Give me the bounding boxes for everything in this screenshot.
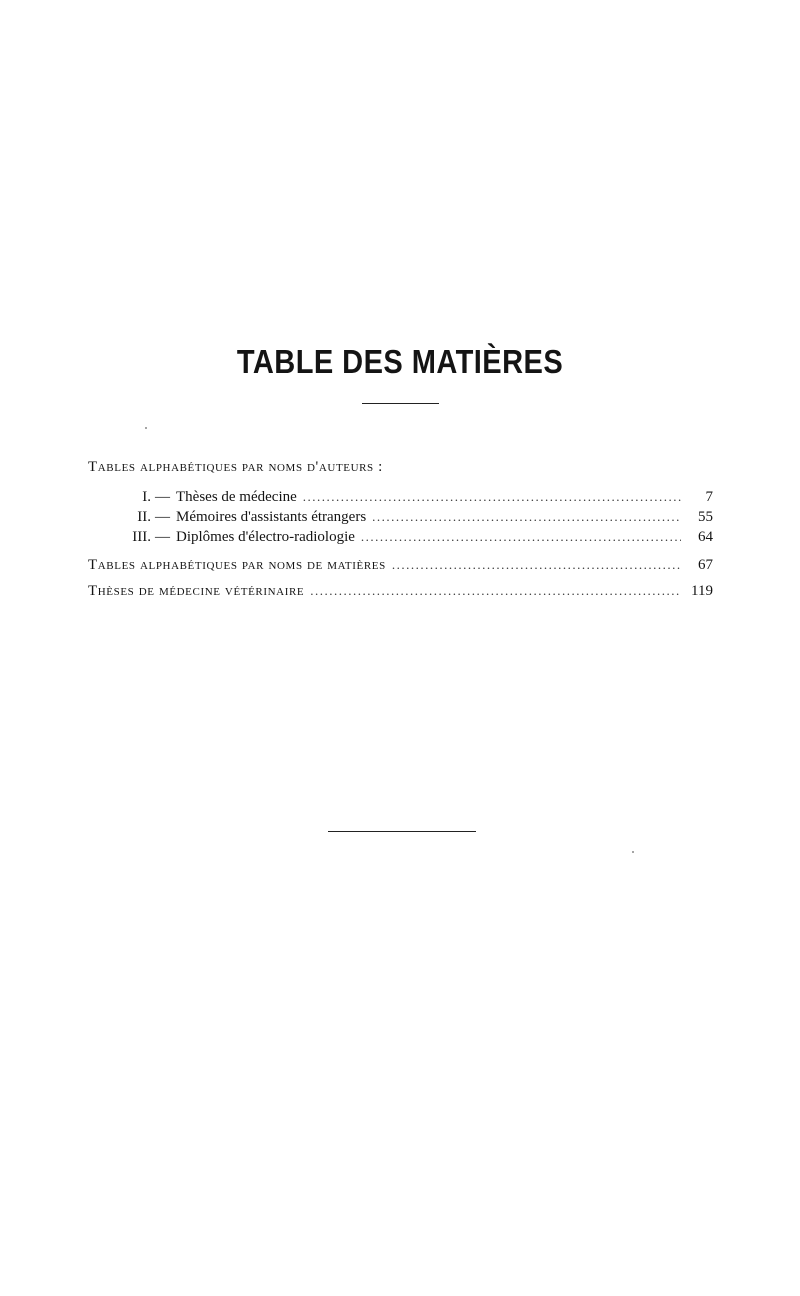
toc-entry-number: II. [137,509,151,525]
toc-entry-number: I. [142,489,151,505]
dot-leader [303,487,681,506]
toc-entry-page: 64 [698,529,713,545]
toc-entry-label: Thèses de médecine vétérinaire [88,583,305,599]
title-divider [362,403,439,404]
paper-speck [632,851,634,853]
toc-entry-theses-medecine[interactable] [88,487,713,507]
bottom-divider [328,831,476,832]
dot-leader [372,507,681,526]
toc-entry-dash: — [155,489,170,505]
paper-speck [145,427,147,429]
dot-leader [310,581,681,600]
toc-entry-page: 67 [698,557,713,573]
toc-section-heading-authors: Tables alphabétiques par noms d'auteurs : [88,459,383,475]
toc-entry-memoires-assistants[interactable] [88,507,713,527]
toc-entry-label: Tables alphabétiques par noms de matières [88,557,386,573]
toc-entry-page: 55 [698,509,713,525]
toc-entry-label: Thèses de médecine [176,489,297,505]
toc-entry-dash: — [155,509,170,525]
toc-entry-tables-matieres[interactable] [88,555,713,575]
dot-leader [392,555,681,574]
table-of-contents [88,458,713,601]
toc-entry-page: 7 [705,489,713,505]
toc-entry-theses-veterinaire[interactable] [88,581,713,601]
toc-entry-dash: — [155,529,170,545]
toc-entry-label: Mémoires d'assistants étrangers [176,509,367,525]
dot-leader [361,527,681,546]
toc-entry-label: Diplômes d'électro-radiologie [176,529,355,545]
toc-entry-diplomes-electro-radiologie[interactable] [88,527,713,547]
toc-entry-page: 119 [691,583,713,599]
toc-entry-number: III. [132,529,151,545]
page-title: TABLE DES MATIÈRES [236,343,564,380]
